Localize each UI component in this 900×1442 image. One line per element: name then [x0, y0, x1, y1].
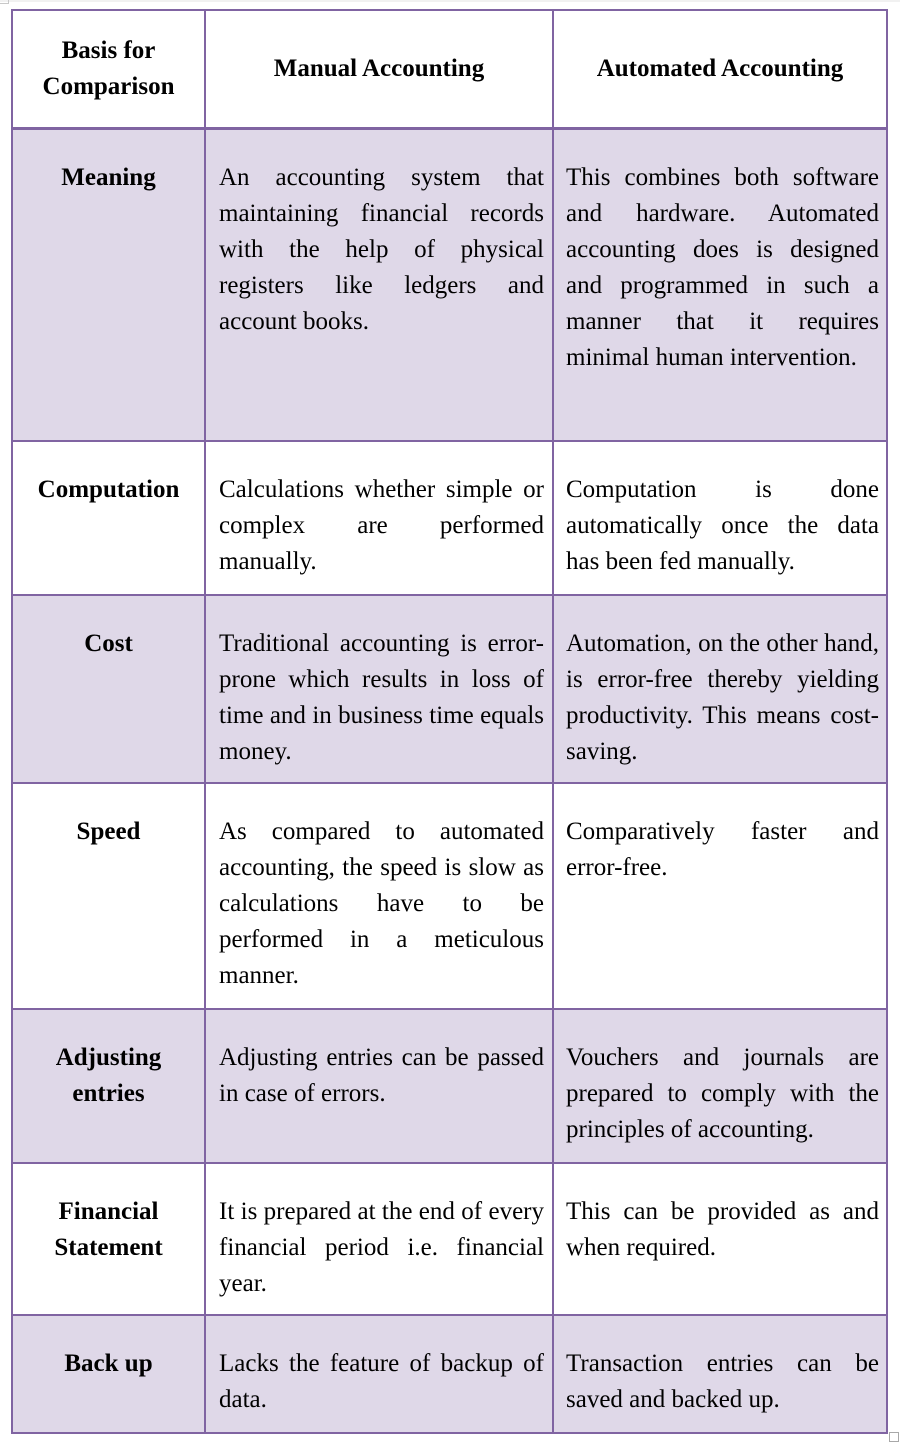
row-manual: Adjusting entries can be passed in case of errors. [205, 1009, 553, 1163]
table-row-meaning [12, 129, 887, 441]
row-manual: An accounting system that maintaining financial records with the help of physical registers like ledgers and account books. [205, 129, 553, 441]
row-automated: Vouchers and journals are prepared to comply with the principles of accounting. [553, 1009, 887, 1163]
row-basis: Computation [12, 441, 205, 595]
table-row-back-up [12, 1315, 887, 1433]
header-basis-label: Basis for Comparison [42, 37, 175, 100]
row-basis: Meaning [12, 129, 205, 441]
header-manual [205, 10, 553, 129]
table-row-computation [12, 441, 887, 595]
row-basis: Cost [12, 595, 205, 783]
corner-mark-icon [0, 0, 9, 4]
table-row-cost [12, 595, 887, 783]
row-automated: Comparatively faster and error-free. [553, 783, 887, 1009]
row-manual: Lacks the feature of backup of data. [205, 1315, 553, 1433]
row-automated: Automation, on the other hand, is error-free thereby yielding productivity. This means cost-saving. [553, 595, 887, 783]
table-row-financial-statement [12, 1163, 887, 1315]
row-basis: Adjusting entries [12, 1009, 205, 1163]
table-row-adjusting-entries [12, 1009, 887, 1163]
row-basis: Financial Statement [12, 1163, 205, 1315]
row-manual: As compared to automated accounting, the speed is slow as calculations have to be performed in a meticulous manner. [205, 783, 553, 1009]
resize-handle-icon[interactable] [889, 1432, 899, 1442]
table-row-speed [12, 783, 887, 1009]
row-automated: This combines both software and hardware. Automated accounting does is designed and programmed in such a manner that it requires minimal human intervention. [553, 129, 887, 441]
header-manual-label: Manual Accounting [273, 55, 485, 82]
row-basis: Speed [12, 783, 205, 1009]
header-row [12, 10, 887, 129]
header-basis [12, 10, 205, 129]
row-basis: Back up [12, 1315, 205, 1433]
header-automated-label: Automated Accounting [596, 55, 844, 82]
header-automated [553, 10, 887, 129]
comparison-table [11, 9, 888, 1434]
top-edge [0, 0, 900, 2]
row-manual: Traditional accounting is error-prone which results in loss of time and in business time equals money. [205, 595, 553, 783]
row-manual: Calculations whether simple or complex are performed manually. [205, 441, 553, 595]
row-manual: It is prepared at the end of every financial period i.e. financial year. [205, 1163, 553, 1315]
row-automated: Computation is done automatically once the data has been fed manually. [553, 441, 887, 595]
row-automated: This can be provided as and when required. [553, 1163, 887, 1315]
row-automated: Transaction entries can be saved and backed up. [553, 1315, 887, 1433]
